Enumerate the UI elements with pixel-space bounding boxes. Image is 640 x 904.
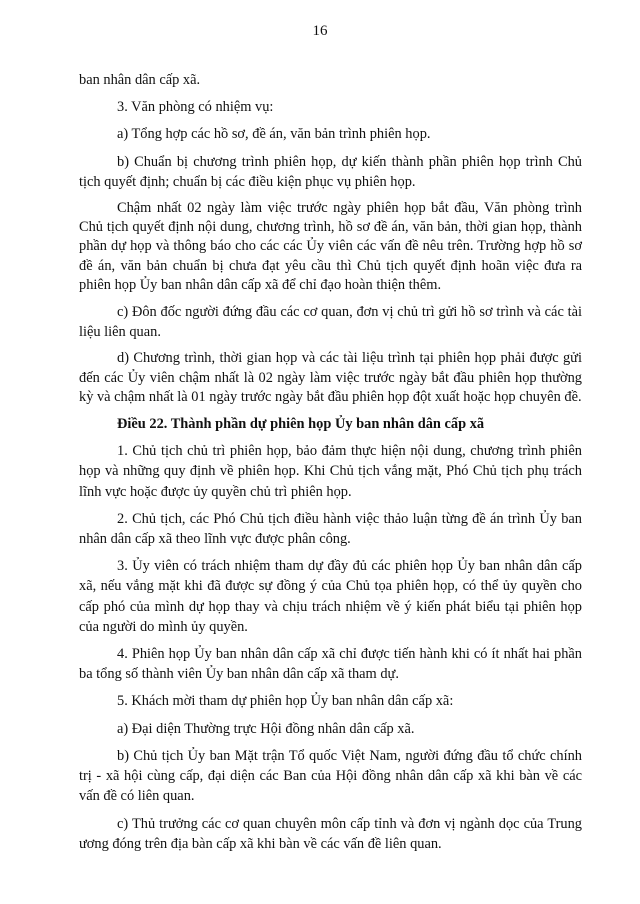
paragraph-duty-c: c) Đôn đốc người đứng đầu các cơ quan, đơn vị chủ trì gửi hồ sơ trình và các tài liệu liên quan. xyxy=(79,304,582,341)
paragraph-clause-5a: a) Đại diện Thường trực Hội đồng nhân dân cấp xã. xyxy=(117,720,415,737)
page-number: 16 xyxy=(312,23,328,39)
paragraph-duty-d: d) Chương trình, thời gian họp và các tài liệu trình tại phiên họp phải được gửi đến các Ủy viên chậm nhất là 02 ngày làm việc trước ngày bắt đầu phiên họp thường kỳ và chậm nhất là 01 ngày trước ngày bắt đầu phiên họp đột xuất hoặc họp chuyên đề. xyxy=(79,350,582,405)
paragraph-office-duties: 3. Văn phòng có nhiệm vụ: xyxy=(117,99,274,116)
paragraph-clause-3: 3. Ủy viên có trách nhiệm tham dự đầy đủ các phiên họp Ủy ban nhân dân cấp xã, nếu vắng mặt khi đã được sự đồng ý của Chủ tọa phiên họp, có thể ủy quyền cho cấp phó của mình dự họp thay và chịu trách nhiệm về ý kiến phát biểu tại phiên họp của người do mình ủy quyền. xyxy=(79,558,582,635)
paragraph-deadline: Chậm nhất 02 ngày làm việc trước ngày phiên họp bắt đầu, Văn phòng trình Chủ tịch quyết định nội dung, chương trình, hồ sơ đề án, văn bản, thời gian họp, thành phần dự họp và thông báo cho các các Ủy viên các vấn đề nêu trên. Trường hợp hồ sơ đề án, văn bản chuẩn bị chưa đạt yêu cầu thì Chủ tịch quyết định hoãn việc đưa ra phiên họp Ủy ban nhân dân cấp xã để chỉ đạo hoàn thiện thêm. xyxy=(79,200,582,293)
paragraph-clause-4: 4. Phiên họp Ủy ban nhân dân cấp xã chỉ được tiến hành khi có ít nhất hai phần ba tổng số thành viên Ủy ban nhân dân cấp xã tham dự. xyxy=(79,646,582,683)
paragraph-clause-5b: b) Chủ tịch Ủy ban Mặt trận Tổ quốc Việt Nam, người đứng đầu tổ chức chính trị - xã hội cùng cấp, đại diện các Ban của Hội đồng nhân dân cấp xã khi bàn về các vấn đề có liên quan. xyxy=(79,747,582,805)
paragraph-clause-5c: c) Thủ trưởng các cơ quan chuyên môn cấp tỉnh và đơn vị ngành dọc của Trung ương đóng trên địa bàn cấp xã khi bàn về các vấn đề liên quan. xyxy=(79,815,582,852)
article-22-heading: Điều 22. Thành phần dự phiên họp Ủy ban nhân dân cấp xã xyxy=(117,416,485,433)
paragraph-clause-1: 1. Chủ tịch chủ trì phiên họp, bảo đảm thực hiện nội dung, chương trình phiên họp và những quy định về phiên họp. Khi Chủ tịch vắng mặt, Phó Chủ tịch phụ trách lĩnh vực hoặc được ủy quyền chủ trì phiên họp. xyxy=(79,443,582,500)
paragraph-clause-2: 2. Chủ tịch, các Phó Chủ tịch điều hành việc thảo luận từng đề án trình Ủy ban nhân dân cấp xã theo lĩnh vực được phân công. xyxy=(79,510,582,548)
paragraph-duty-b: b) Chuẩn bị chương trình phiên họp, dự kiến thành phần phiên họp trình Chủ tịch quyết định; chuẩn bị các điều kiện phục vụ phiên họp. xyxy=(79,153,582,190)
paragraph-clause-5: 5. Khách mời tham dự phiên họp Ủy ban nhân dân cấp xã: xyxy=(117,693,454,710)
document-body xyxy=(79,70,582,861)
paragraph-duty-a: a) Tổng hợp các hồ sơ, đề án, văn bản trình phiên họp. xyxy=(117,126,431,143)
paragraph-continuation: ban nhân dân cấp xã. xyxy=(79,72,201,88)
